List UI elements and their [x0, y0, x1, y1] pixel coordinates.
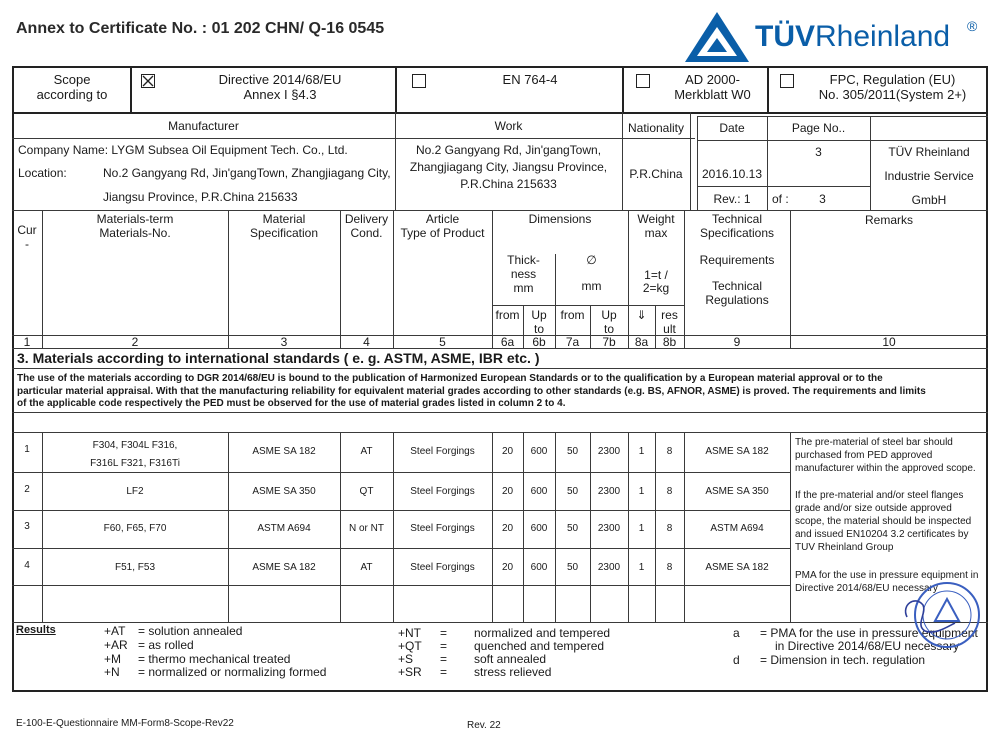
legend-text: = normalized or normalizing formed	[138, 665, 327, 679]
row-spec: ASTM A694	[257, 523, 311, 534]
date-value: 2016.10.13	[701, 167, 763, 181]
sub-thick-upto-l2: to	[533, 321, 544, 336]
legend-code: +SR	[398, 665, 422, 679]
col-thickness-line2: ness	[510, 266, 537, 281]
row-cur: 4	[24, 560, 30, 571]
row-thick-to: 600	[530, 523, 548, 534]
form-revision: Rev. 22	[467, 720, 501, 731]
registered-mark: ®	[967, 18, 978, 34]
scope-label-line1: Scope	[53, 72, 91, 87]
work-address-line1: No.2 Gangyang Rd, Jin'gangTown,	[415, 143, 602, 157]
sub-diam-upto-l2: to	[603, 321, 614, 336]
col-materials-line1: Materials-term	[96, 212, 174, 226]
sub-diam-upto	[590, 309, 628, 337]
row-diam-from: 50	[566, 486, 579, 497]
row-thick-from: 20	[501, 523, 514, 534]
page-no-value: 3	[815, 145, 822, 159]
col-weight-note1: 1=t /	[644, 267, 668, 282]
row-diam-to: 2300	[597, 446, 621, 457]
row-material: LF2	[126, 486, 144, 497]
sub-diam-upto-l1: Up	[601, 308, 617, 322]
location-line2: Jiangsu Province, P.R.China 215633	[103, 190, 298, 204]
row-weight-result: 8	[666, 446, 673, 457]
col-materials-header	[42, 213, 228, 241]
location-line1: No.2 Gangyang Rd, Jin'gangTown, Zhangjiagang City,	[103, 166, 391, 180]
row-cur: 3	[24, 521, 30, 532]
date-header: Date	[719, 121, 745, 135]
col-num-9: 9	[733, 335, 741, 349]
issuer-line2: Industrie Service	[884, 169, 974, 183]
col-weight-note2: 2=kg	[642, 281, 670, 296]
row-weight-unit: 1	[638, 446, 645, 457]
col-diameter-header	[555, 254, 628, 294]
of-label: of :	[772, 192, 789, 206]
row-delivery: AT	[360, 562, 373, 573]
sub-thick-from: from	[495, 308, 520, 322]
col-cur-dash: -	[25, 236, 29, 251]
row-diam-from: 50	[566, 523, 579, 534]
row-material-line1: F304, F304L F316,	[92, 440, 178, 451]
tuv-wordmark-suffix: Rheinland	[815, 20, 951, 53]
legend-code: d	[733, 653, 740, 667]
scope-label	[18, 73, 126, 103]
manufacturer-header: Manufacturer	[168, 119, 239, 133]
remark-premat: The pre-material of steel bar should purchased from PED approved manufacturer within the approved scope.	[795, 437, 976, 474]
row-thick-to: 600	[530, 446, 548, 457]
col-article-line2: Type of Product	[400, 225, 485, 240]
scope-label-line2: according to	[36, 86, 108, 102]
scope-option-ped-line1: Directive 2014/68/EU	[218, 72, 342, 87]
col-num-6b: 6b	[532, 335, 546, 349]
col-num-2: 2	[131, 335, 139, 349]
row-weight-result: 8	[666, 523, 673, 534]
legend-eq: =	[440, 626, 448, 640]
scope-option-ad2000-line1: AD 2000-	[685, 72, 740, 87]
col-delivery-header	[340, 213, 393, 241]
scope-option-ad2000-line2: Merkblatt W0	[674, 86, 751, 102]
col-thickness-line3: mm	[513, 280, 534, 295]
remark-outside-scope: If the pre-material and/or steel flanges grade and/or size outside approved scope, the material should be inspected and issued EN10204 3.2 certificates by TUV Rheinland Group	[795, 490, 972, 553]
row-material	[42, 437, 228, 473]
col-tech-header	[684, 213, 790, 308]
col-tech-line1: Technical	[711, 212, 763, 226]
row-delivery: QT	[359, 486, 374, 497]
scope-option-fpc-line2: No. 305/2011(System 2+)	[818, 86, 967, 102]
location-label: Location:	[18, 166, 67, 180]
legend-text: = solution annealed	[138, 624, 243, 638]
col-num-8a: 8a	[634, 335, 649, 349]
scope-option-ped-line2: Annex I §4.3	[243, 86, 317, 102]
row-tech: ASME SA 350	[705, 486, 769, 497]
row-material: F51, F53	[114, 562, 156, 573]
row-article: Steel Forgings	[410, 446, 475, 457]
row-thick-from: 20	[501, 446, 514, 457]
legend-eq: =	[440, 652, 448, 666]
tuv-triangle-icon	[683, 10, 751, 64]
section-note-line2: particular material appraisal. With that the manufacturing reliability for equivalent material grades according to other standards (e.g. BS, AFNOR, ASME) is proved. The requirements and limits	[17, 385, 926, 397]
sub-result	[655, 309, 684, 337]
row-thick-from: 20	[501, 486, 514, 497]
legend-code: +QT	[398, 639, 422, 653]
sub-result-l2: ult	[663, 321, 676, 336]
col-weight-header	[628, 213, 684, 296]
legend-code: a	[733, 626, 740, 640]
col-num-3: 3	[280, 335, 288, 349]
col-cur-header	[12, 224, 42, 252]
row-delivery: AT	[360, 446, 373, 457]
col-delivery-line1: Delivery	[344, 212, 389, 226]
legend-text: = as rolled	[138, 638, 194, 652]
col-dimensions-header: Dimensions	[528, 212, 592, 226]
sub-thick-upto	[523, 309, 555, 337]
scope-option-fpc-line1: FPC, Regulation (EU)	[829, 72, 956, 87]
row-cur: 1	[24, 444, 30, 455]
col-num-4: 4	[363, 335, 370, 349]
legend-code: +M	[104, 652, 122, 666]
col-num-1: 1	[23, 335, 31, 349]
row-thick-from: 20	[501, 562, 514, 573]
col-tech-line4: Technical	[711, 279, 763, 294]
legend-code: +AT	[104, 624, 126, 638]
rev-value: Rev.: 1	[713, 192, 751, 206]
col-thickness-line1: Thick-	[507, 253, 540, 267]
legend-text: = thermo mechanical treated	[138, 652, 291, 666]
row-diam-from: 50	[566, 446, 579, 457]
col-spec-line2: Specification	[249, 225, 319, 240]
col-weight-line2: max	[644, 225, 668, 240]
col-diameter-unit: mm	[581, 278, 602, 293]
nationality-value: P.R.China	[629, 167, 683, 181]
legend-code: +NT	[398, 626, 422, 640]
col-tech-line5: Regulations	[705, 293, 769, 308]
col-thickness-header	[492, 254, 555, 295]
results-label: Results	[16, 624, 56, 636]
diameter-icon: ∅	[586, 253, 597, 267]
col-remarks-header: Remarks	[864, 213, 913, 227]
legend-text: = PMA for the use in pressure equipment	[760, 626, 978, 640]
issuer-line1: TÜV Rheinland	[888, 145, 970, 159]
company-name: Company Name: LYGM Subsea Oil Equipment Tech. Co., Ltd.	[18, 143, 348, 157]
scope-option-ped	[180, 73, 380, 103]
legend-text: soft annealed	[474, 652, 547, 666]
legend-text: in Directive 2014/68/EU necessary	[775, 639, 960, 653]
section-title: 3. Materials according to international standards ( e. g. ASTM, ASME, IBR etc. )	[17, 350, 540, 366]
row-cur: 2	[24, 484, 30, 495]
col-spec-header	[228, 213, 340, 241]
row-diam-to: 2300	[597, 523, 621, 534]
row-weight-result: 8	[666, 486, 673, 497]
issuer-line3: GmbH	[911, 193, 947, 207]
col-tech-line2: Specifications	[699, 225, 775, 240]
row-delivery: N or NT	[349, 523, 384, 534]
legend-text: stress relieved	[474, 665, 552, 679]
legend-text: quenched and tempered	[474, 639, 605, 653]
nationality-header: Nationality	[627, 121, 685, 135]
scope-checkbox-ped[interactable]	[141, 74, 155, 88]
col-article-line1: Article	[425, 212, 460, 226]
col-num-7a: 7a	[565, 335, 580, 349]
legend-code: +AR	[104, 638, 128, 652]
row-weight-unit: 1	[638, 562, 645, 573]
sub-result-l1: res	[661, 308, 678, 322]
col-article-header	[393, 213, 492, 241]
col-cur-label: Cur	[17, 223, 37, 237]
col-num-7b: 7b	[602, 335, 616, 349]
row-diam-to: 2300	[597, 486, 621, 497]
row-article: Steel Forgings	[410, 486, 475, 497]
col-spec-line1: Material	[262, 212, 306, 226]
row-tech: ASME SA 182	[705, 562, 769, 573]
row-material: F60, F65, F70	[103, 523, 167, 534]
col-num-10: 10	[882, 335, 896, 349]
row-spec: ASME SA 350	[252, 486, 316, 497]
tuv-logo	[683, 8, 988, 64]
row-article: Steel Forgings	[410, 523, 475, 534]
col-num-5: 5	[439, 335, 446, 349]
legend-eq: =	[440, 639, 448, 653]
row-diam-from: 50	[566, 562, 579, 573]
row-material-line2: F316L F321, F316Ti	[90, 458, 180, 469]
form-id: E-100-E-Questionnaire MM-Form8-Scope-Rev22	[16, 718, 234, 729]
page-header: Page No..	[791, 121, 846, 135]
row-spec: ASME SA 182	[252, 562, 316, 573]
scope-option-en764: EN 764-4	[502, 72, 558, 87]
col-delivery-line2: Cond.	[350, 225, 383, 240]
work-address-line3: P.R.China 215633	[460, 176, 557, 191]
row-tech: ASTM A694	[710, 523, 764, 534]
work-header: Work	[494, 119, 523, 133]
work-address	[396, 144, 621, 191]
legend-text: = Dimension in tech. regulation	[760, 653, 926, 667]
row-weight-unit: 1	[638, 523, 645, 534]
remark-pma: PMA for the use in pressure equipment in Directive 2014/68/EU necessary	[795, 570, 979, 594]
legend-code: +S	[398, 652, 414, 666]
row-thick-to: 600	[530, 486, 548, 497]
of-value: 3	[819, 192, 826, 206]
col-weight-line1: Weight	[637, 212, 675, 226]
row-thick-to: 600	[530, 562, 548, 573]
row-weight-unit: 1	[638, 486, 645, 497]
scope-checkbox-en764[interactable]	[412, 74, 426, 88]
row-tech: ASME SA 182	[705, 446, 769, 457]
col-num-6a: 6a	[500, 335, 515, 349]
row-spec: ASME SA 182	[252, 446, 316, 457]
row-article: Steel Forgings	[410, 562, 475, 573]
col-materials-line2: Materials-No.	[99, 225, 171, 240]
section-note-line3: of the applicable code respectively the PED must be observed for the use of material grades listed in column 2 to 4.	[17, 398, 566, 409]
sub-diam-from: from	[560, 308, 585, 322]
down-arrow-icon: ⇓	[636, 308, 647, 322]
check-x-icon	[142, 75, 154, 87]
section-note	[17, 373, 926, 411]
sub-thick-upto-l1: Up	[531, 308, 547, 322]
legend-text: normalized and tempered	[474, 626, 611, 640]
col-num-8b: 8b	[662, 335, 677, 349]
legend-eq: =	[440, 665, 448, 679]
tuv-stamp-icon	[895, 575, 985, 655]
scope-checkbox-ad2000[interactable]	[636, 74, 650, 88]
tuv-wordmark-prefix: TÜV	[755, 20, 815, 53]
section-note-line1: The use of the materials according to DGR 2014/68/EU is bound to the publication of Harmonized European Standards or to the qualification by a European material approval or to the	[17, 373, 883, 384]
scope-checkbox-fpc[interactable]	[780, 74, 794, 88]
tuv-wordmark	[755, 20, 950, 55]
row-diam-to: 2300	[597, 562, 621, 573]
work-address-line2: Zhangjiagang City, Jiangsu Province,	[409, 159, 608, 174]
row-weight-result: 8	[666, 562, 673, 573]
scope-option-fpc	[800, 73, 985, 103]
annex-title: Annex to Certificate No. : 01 202 CHN/ Q-16 0545	[16, 20, 385, 37]
legend-code: +N	[104, 665, 120, 679]
scope-option-ad2000	[660, 73, 765, 103]
col-tech-line3: Requirements	[699, 252, 775, 267]
